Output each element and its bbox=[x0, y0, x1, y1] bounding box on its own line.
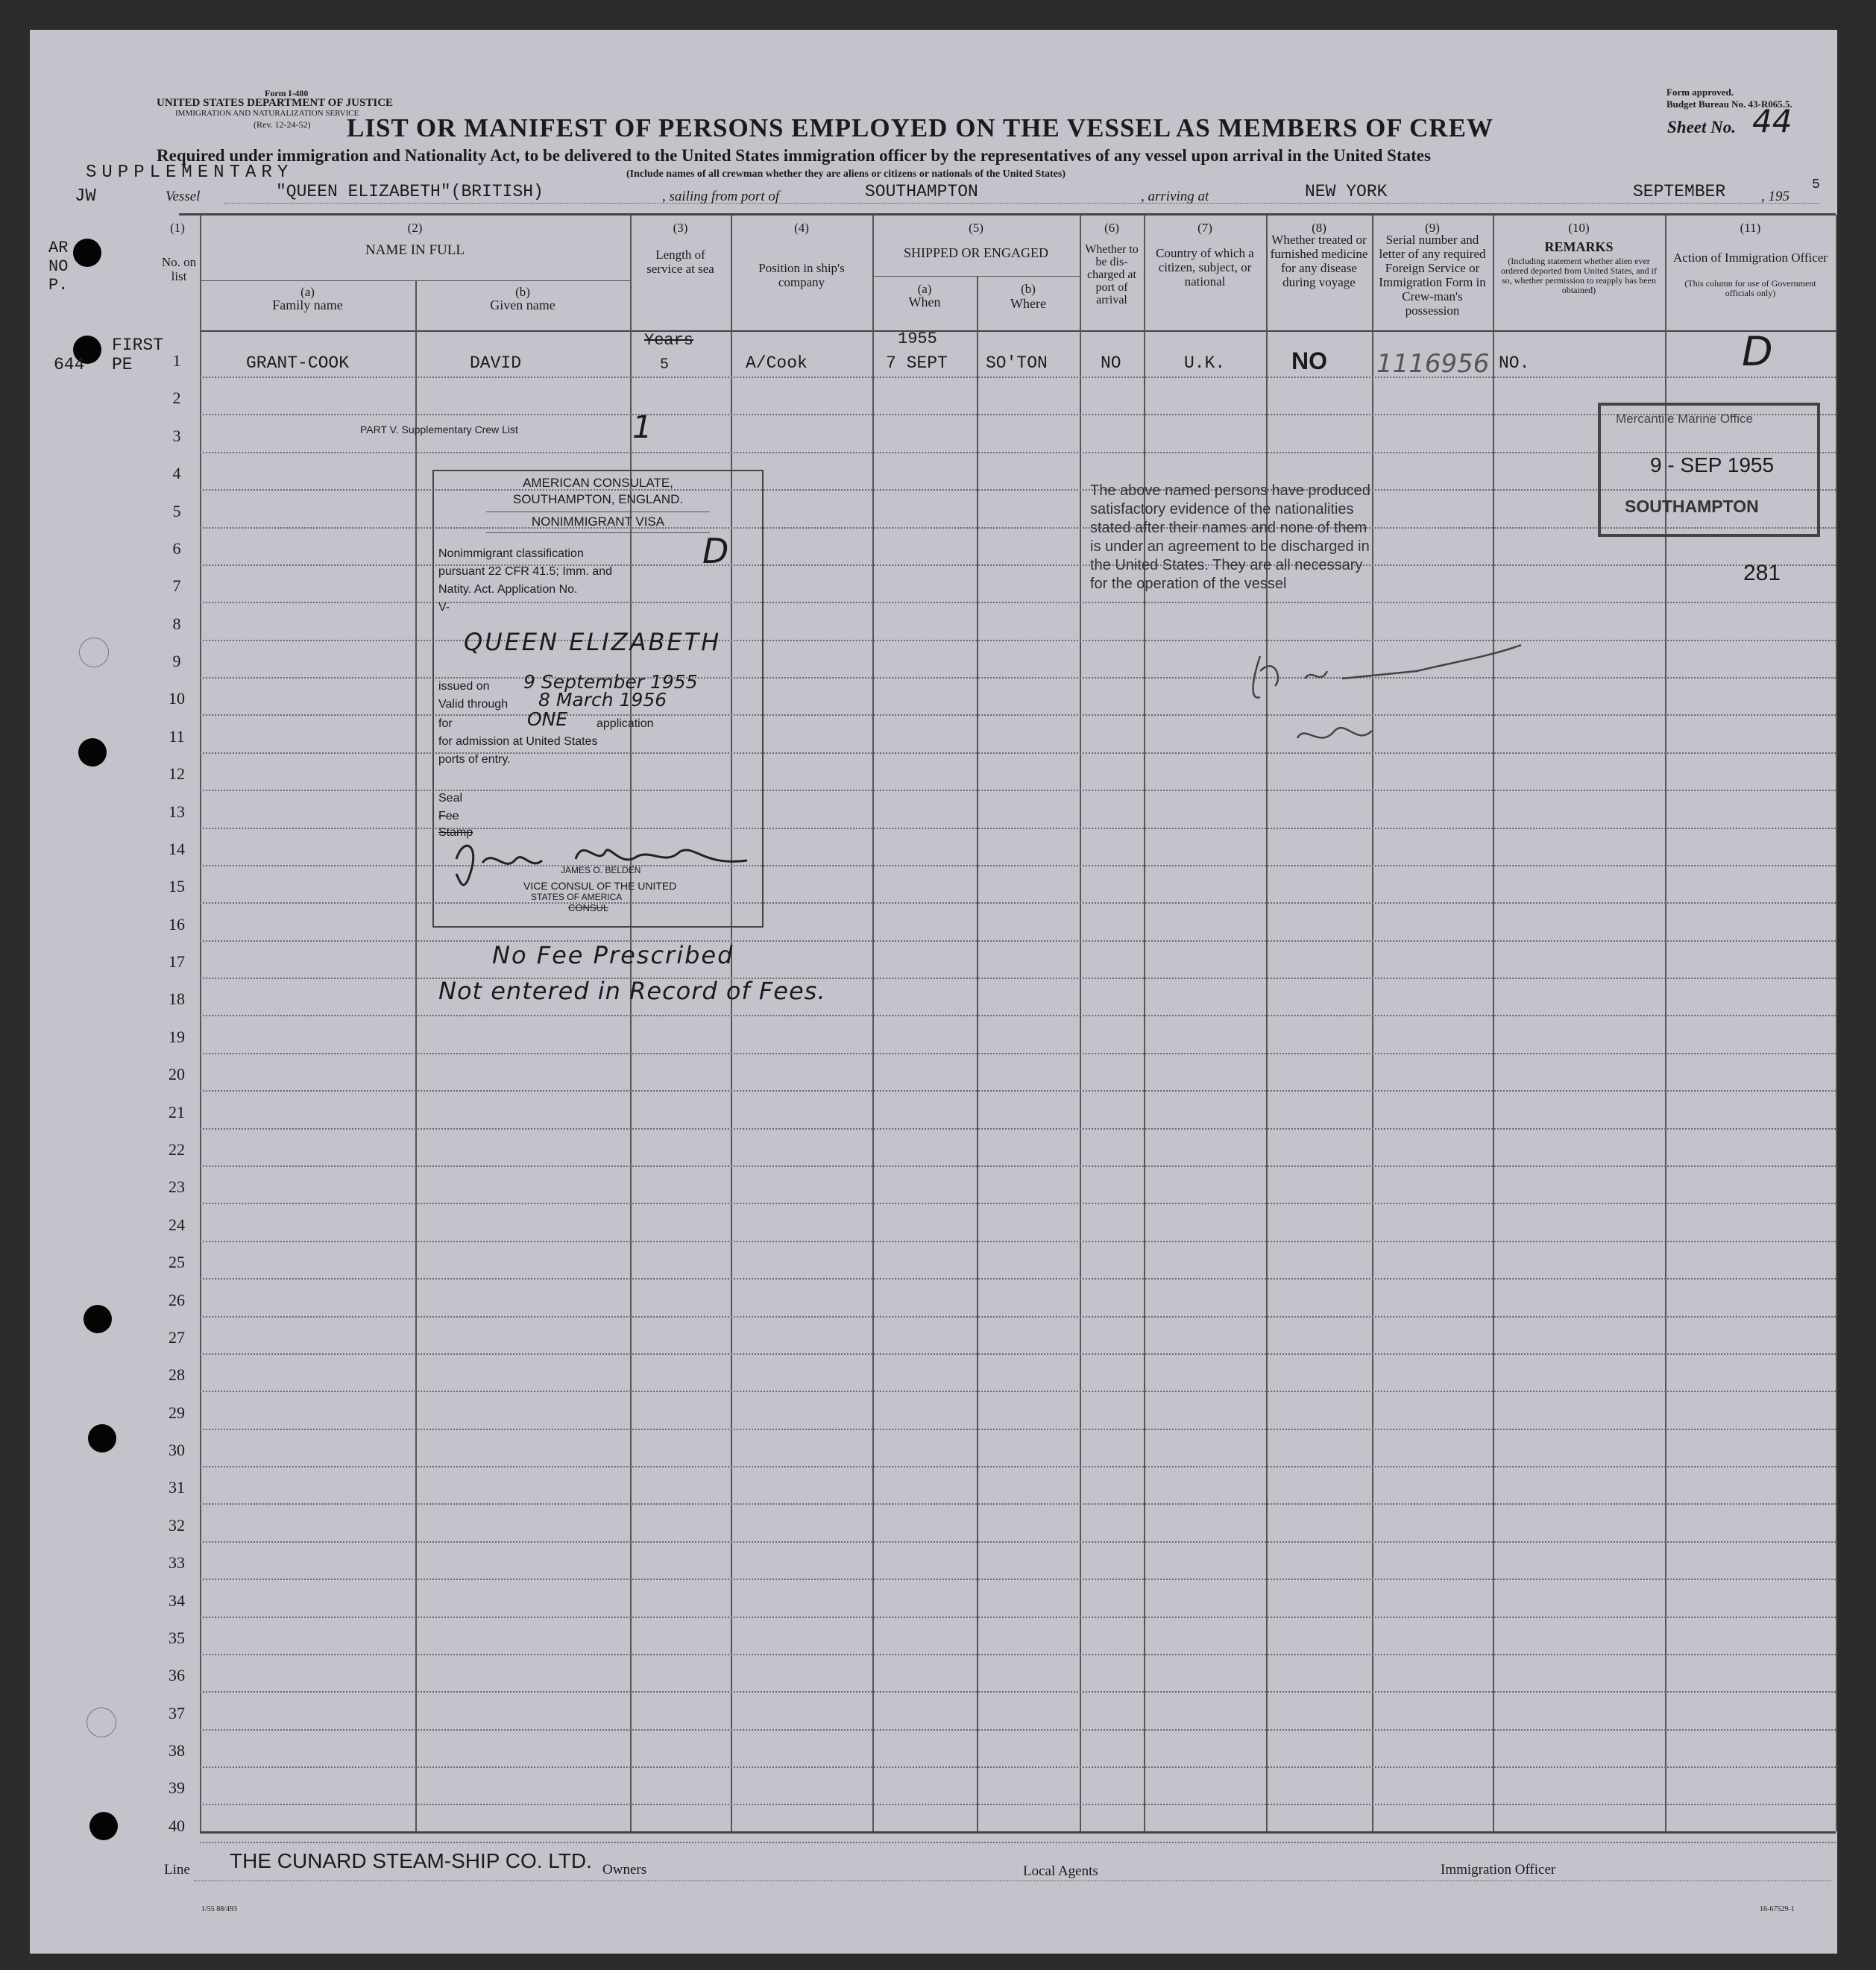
row-line bbox=[200, 377, 1836, 378]
nationality-statement bbox=[1090, 482, 1508, 594]
col11-note: (This column for use of Government officials only) bbox=[1684, 278, 1816, 298]
row-line bbox=[200, 1541, 1836, 1543]
row-line bbox=[200, 1353, 1836, 1355]
row-line bbox=[200, 1804, 1836, 1805]
row-line bbox=[200, 1654, 1836, 1655]
stamp-date: 9 - SEP 1955 bbox=[1650, 453, 1775, 476]
row-line bbox=[200, 1391, 1836, 1392]
statement-line-4: is under an agreement to be discharged in bbox=[1090, 538, 1370, 555]
footer-line-label: Line bbox=[164, 1862, 190, 1878]
supplementary-count: 1 bbox=[632, 409, 652, 445]
sailing-label: , sailing from port of bbox=[662, 189, 780, 204]
visa-consulate: AMERICAN CONSULATE, bbox=[523, 476, 673, 490]
margin-no: NO bbox=[48, 257, 69, 276]
vessel-label: Vessel bbox=[166, 189, 201, 204]
row-line bbox=[200, 1729, 1836, 1731]
row-number: 26 bbox=[169, 1290, 185, 1309]
form-title: LIST OR MANIFEST OF PERSONS EMPLOYED ON THE VESSEL AS MEMBERS OF CREW bbox=[347, 113, 1494, 142]
visa-seal: Seal bbox=[438, 792, 463, 805]
row-number: 31 bbox=[169, 1478, 185, 1497]
not-entered-note: Not entered in Record of Fees. bbox=[438, 977, 826, 1005]
statement-line-3: stated after their names and none of them bbox=[1090, 520, 1367, 536]
col3-num: (3) bbox=[673, 221, 688, 235]
col8-num: (8) bbox=[1312, 221, 1326, 235]
row-number: 30 bbox=[169, 1441, 185, 1460]
entry-remarks: NO. bbox=[1499, 353, 1530, 373]
arrival-port: NEW YORK bbox=[1305, 182, 1388, 201]
row-line bbox=[200, 1766, 1836, 1768]
col2a-num: (a) bbox=[300, 285, 315, 299]
row-number: 29 bbox=[169, 1403, 185, 1422]
department: UNITED STATES DEPARTMENT OF JUSTICE bbox=[157, 97, 394, 109]
punch-hole-1 bbox=[73, 239, 101, 267]
punch-hole-6 bbox=[89, 1812, 118, 1840]
footer-owners: Owners bbox=[602, 1862, 647, 1878]
col4-header: Position in ship's company bbox=[758, 261, 845, 289]
col10-header: REMARKS bbox=[1544, 239, 1614, 254]
col6-header: Whether to be dis-charged at port of arrival bbox=[1085, 243, 1139, 306]
row-line bbox=[200, 1015, 1836, 1016]
entry-country: U.K. bbox=[1184, 353, 1226, 373]
row-line bbox=[200, 1316, 1836, 1318]
row-number: 12 bbox=[169, 764, 185, 784]
mercantile-marine-stamp bbox=[1598, 403, 1820, 537]
manifest-sheet bbox=[30, 30, 1837, 1954]
row-line bbox=[200, 1278, 1836, 1280]
punch-hole-5 bbox=[88, 1424, 116, 1453]
row-number: 10 bbox=[169, 689, 185, 708]
row-number: 2 bbox=[172, 388, 181, 408]
row-number: 8 bbox=[172, 614, 181, 633]
visa-consul: CONSUL bbox=[568, 902, 609, 913]
visa-officer-title: VICE CONSUL OF THE UNITED bbox=[523, 880, 677, 892]
include-note: (Include names of all crewman whether they are aliens or citizens or nationals of the United States) bbox=[626, 169, 1066, 180]
col5b-header: Where bbox=[1010, 296, 1046, 311]
footer-line: THE CUNARD STEAM-SHIP CO. LTD. bbox=[230, 1849, 592, 1872]
visa-issued-label: issued on bbox=[438, 680, 490, 693]
col5-header: SHIPPED OR ENGAGED bbox=[903, 245, 1048, 260]
statement-line-5: the United States. They are all necessary bbox=[1090, 557, 1363, 573]
supplementary-crew-note: PART V. Supplementary Crew List bbox=[360, 424, 518, 435]
col7-num: (7) bbox=[1197, 221, 1212, 235]
row-number: 27 bbox=[169, 1327, 185, 1347]
col2-header: NAME IN FULL bbox=[365, 242, 465, 258]
row-line bbox=[200, 1053, 1836, 1054]
visa-city: SOUTHAMPTON, ENGLAND. bbox=[512, 492, 684, 506]
row-line bbox=[200, 1617, 1836, 1618]
visa-act: Natity. Act. Application No. bbox=[438, 583, 578, 596]
row-number: 22 bbox=[169, 1139, 185, 1159]
visa-pursuant: pursuant 22 CFR 41.5; Imm. and bbox=[438, 565, 612, 578]
vessel-name: "QUEEN ELIZABETH"(BRITISH) bbox=[276, 182, 544, 201]
row-number: 9 bbox=[172, 652, 181, 671]
entry-medicine: NO bbox=[1291, 347, 1327, 374]
row-number: 1 bbox=[172, 351, 181, 370]
visa-applications-label: application bbox=[597, 717, 654, 730]
year-prefix: , 195 bbox=[1761, 189, 1790, 204]
col5a-header: When bbox=[908, 295, 941, 309]
entry-years-label: Years bbox=[644, 331, 694, 350]
margin-first: FIRST bbox=[112, 336, 164, 355]
row-line bbox=[200, 1203, 1836, 1204]
col10-note: (Including statement whether alien ever ordered deported from United States, and if so, whether permission to reapply has been obtained) bbox=[1501, 256, 1657, 295]
col2b-header: Given name bbox=[490, 298, 555, 312]
col7-header: Country of which a citizen, subject, or national bbox=[1156, 246, 1254, 289]
statement-line-2: satisfactory evidence of the nationalities bbox=[1090, 501, 1354, 517]
approved: Form approved. bbox=[1666, 86, 1734, 98]
no-fee-note: No Fee Prescribed bbox=[492, 941, 734, 969]
visa-ports: ports of entry. bbox=[438, 753, 511, 766]
stamp-place: SOUTHAMPTON bbox=[1625, 497, 1759, 516]
col2-num: (2) bbox=[407, 221, 423, 235]
row-number: 6 bbox=[172, 538, 181, 558]
col5-num: (5) bbox=[969, 221, 983, 235]
entry-year-engaged: 1955 bbox=[898, 330, 937, 348]
entry-family-name: GRANT-COOK bbox=[246, 353, 350, 373]
footer-officer: Immigration Officer bbox=[1441, 1862, 1556, 1878]
visa-fee: Fee bbox=[438, 810, 459, 822]
row-number: 21 bbox=[169, 1102, 185, 1121]
row-line bbox=[200, 1579, 1836, 1580]
punch-hole-7 bbox=[79, 638, 109, 667]
row-number: 20 bbox=[169, 1065, 185, 1084]
col5a-num: (a) bbox=[917, 282, 932, 296]
footer-gpo: 16-67529-1 bbox=[1760, 1905, 1795, 1913]
entry-given-name: DAVID bbox=[470, 353, 522, 373]
entry-service: 5 bbox=[660, 356, 670, 374]
entry-action: D bbox=[1742, 328, 1773, 375]
row-number: 25 bbox=[169, 1253, 185, 1272]
statement-line-1: The above named persons have produced bbox=[1090, 482, 1370, 499]
row-number: 37 bbox=[169, 1703, 185, 1722]
punch-hole-8 bbox=[86, 1708, 116, 1737]
row-number: 18 bbox=[169, 989, 185, 1009]
jw-mark: JW bbox=[75, 186, 96, 207]
budget: Budget Bureau No. 43-R065.5. bbox=[1666, 98, 1792, 110]
visa-officer: JAMES O. BELDEN bbox=[561, 865, 641, 875]
entry-serial: 1116956 bbox=[1376, 349, 1490, 379]
footer-agents: Local Agents bbox=[1023, 1863, 1098, 1879]
row-line bbox=[200, 1090, 1836, 1092]
row-number: 39 bbox=[169, 1778, 185, 1798]
year-digit: 5 bbox=[1812, 177, 1820, 192]
sheet-label: Sheet No. bbox=[1667, 118, 1736, 136]
visa-officer-title2: STATES OF AMERICA bbox=[531, 892, 623, 902]
row-number: 34 bbox=[169, 1590, 185, 1610]
master-signature bbox=[1223, 626, 1536, 775]
row-number: 3 bbox=[172, 426, 181, 445]
visa-for-label: for bbox=[438, 717, 453, 730]
visa-stamp bbox=[432, 470, 764, 928]
row-number: 36 bbox=[169, 1666, 185, 1685]
visa-applications: ONE bbox=[527, 708, 568, 730]
entry-where: SO'TON bbox=[986, 353, 1048, 373]
visa-valid: 8 March 1956 bbox=[538, 689, 667, 711]
row-number: 15 bbox=[169, 877, 185, 896]
row-number: 24 bbox=[169, 1215, 185, 1234]
row-line bbox=[200, 1466, 1836, 1467]
row-line bbox=[200, 414, 1836, 415]
col11-num: (11) bbox=[1740, 221, 1761, 235]
punch-hole-3 bbox=[78, 738, 107, 767]
stamp-office: Mercantile Marine Office bbox=[1616, 412, 1753, 426]
margin-p: P. bbox=[48, 276, 69, 295]
col11-header: Action of Immigration Officer bbox=[1673, 251, 1828, 265]
row-number: 38 bbox=[169, 1741, 185, 1760]
row-line bbox=[200, 452, 1836, 453]
row-number: 13 bbox=[169, 802, 185, 821]
row-line bbox=[200, 1503, 1836, 1505]
row-number: 32 bbox=[169, 1515, 185, 1535]
col9-num: (9) bbox=[1425, 221, 1440, 235]
col1-num: (1) bbox=[170, 221, 185, 235]
row-line bbox=[200, 1691, 1836, 1693]
entry-position: A/Cook bbox=[746, 353, 808, 373]
margin-number: 644 bbox=[54, 355, 85, 374]
row-number: 16 bbox=[169, 914, 185, 934]
col5b-num: (b) bbox=[1021, 282, 1036, 296]
visa-stamp-label: Stamp bbox=[438, 826, 473, 839]
visa-type: NONIMMIGRANT VISA bbox=[531, 514, 665, 529]
row-number: 7 bbox=[172, 576, 181, 596]
arrival-month: SEPTEMBER bbox=[1633, 182, 1726, 201]
supplementary-label: SUPPLEMENTARY bbox=[86, 163, 294, 183]
visa-classification: Nonimmigrant classification bbox=[438, 547, 584, 560]
col3-header: Length of service at sea bbox=[646, 248, 714, 276]
arriving-label: , arriving at bbox=[1141, 189, 1209, 204]
row-number: 4 bbox=[172, 464, 181, 483]
col4-num: (4) bbox=[794, 221, 809, 235]
revision: (Rev. 12-24-52) bbox=[254, 119, 311, 130]
col9-header: Serial number and letter of any required Foreign Service or Immigration Form in Crew-man's possession bbox=[1379, 233, 1486, 318]
row-number: 33 bbox=[169, 1553, 185, 1573]
sheet-number: 44 bbox=[1752, 103, 1792, 139]
col1-header: No. on list bbox=[161, 255, 197, 283]
entry-when: 7 SEPT bbox=[886, 353, 948, 373]
visa-ship: QUEEN ELIZABETH bbox=[464, 628, 722, 656]
entry-discharged: NO bbox=[1101, 353, 1121, 373]
margin-pe: PE bbox=[112, 355, 133, 374]
row-line bbox=[200, 1165, 1836, 1167]
col2b-num: (b) bbox=[515, 285, 530, 299]
punch-hole-4 bbox=[84, 1305, 112, 1333]
form-number: Form I-480 bbox=[265, 88, 309, 98]
row-number: 5 bbox=[172, 501, 181, 520]
col8-header: Whether treated or furnished medicine for any disease during voyage bbox=[1270, 233, 1368, 289]
row-number: 11 bbox=[169, 726, 185, 746]
col10-num: (10) bbox=[1568, 221, 1590, 235]
row-number: 19 bbox=[169, 1027, 185, 1046]
statement-line-6: for the operation of the vessel bbox=[1090, 576, 1287, 592]
row-number: 35 bbox=[169, 1628, 185, 1647]
row-number: 40 bbox=[169, 1816, 185, 1835]
visa-valid-label: Valid through bbox=[438, 698, 509, 711]
visa-issued: 9 September 1955 bbox=[523, 671, 698, 693]
row-line bbox=[200, 940, 1836, 942]
margin-ar: AR bbox=[48, 239, 69, 257]
row-number: 28 bbox=[169, 1365, 185, 1385]
departure-port: SOUTHAMPTON bbox=[865, 182, 978, 201]
row-number: 17 bbox=[169, 952, 185, 972]
service: IMMIGRATION AND NATURALIZATION SERVICE bbox=[175, 109, 359, 118]
row-number: 23 bbox=[169, 1177, 185, 1197]
col2a-header: Family name bbox=[272, 298, 343, 312]
row-number: 14 bbox=[169, 839, 185, 858]
visa-class-mark: D bbox=[702, 531, 729, 571]
col6-num: (6) bbox=[1104, 221, 1119, 235]
form-subtitle: Required under immigration and Nationality Act, to be delivered to the United States immigration officer by the representatives of any vessel upon arrival in the United States bbox=[157, 146, 1431, 165]
row-line bbox=[200, 1128, 1836, 1130]
visa-v: V- bbox=[438, 601, 450, 614]
row-line bbox=[200, 1241, 1836, 1242]
number-281: 281 bbox=[1743, 561, 1781, 585]
row-line bbox=[200, 1429, 1836, 1430]
footer-print-code: 1/55 88/493 bbox=[201, 1905, 238, 1913]
visa-admission: for admission at United States bbox=[438, 735, 598, 748]
row-line bbox=[200, 1842, 1836, 1843]
